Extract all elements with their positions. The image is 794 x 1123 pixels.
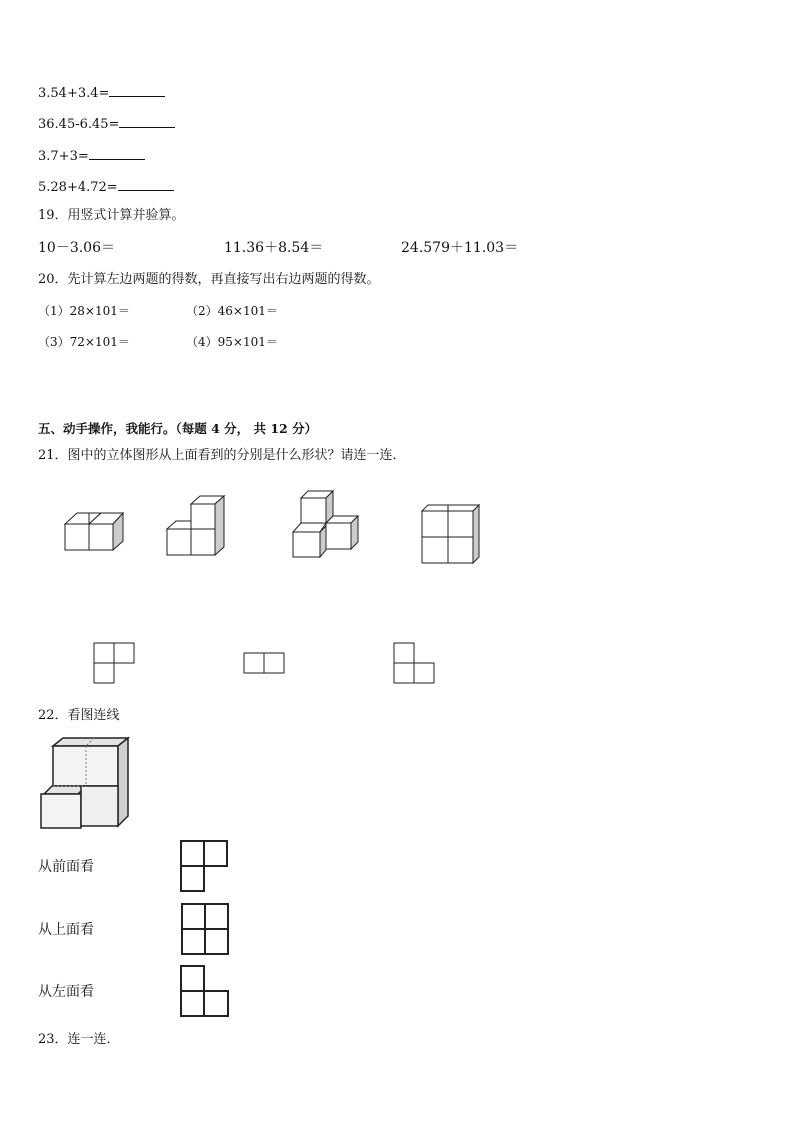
q19-item-3: 24.579＋11.03＝: [401, 240, 519, 256]
view-label-left: 从左面看: [38, 984, 94, 1000]
exercise-2: [38, 115, 175, 133]
q23-title: 23．连一连．: [38, 1032, 120, 1047]
exercise-3: [38, 147, 145, 165]
view-shape-1[interactable]: [180, 840, 230, 894]
exercise-1: [38, 84, 165, 102]
exercise-4: [38, 178, 174, 196]
q22-title: 22．看图连线: [38, 708, 120, 723]
view-shape-3[interactable]: [180, 965, 232, 1019]
answer-blank[interactable]: [118, 178, 174, 191]
exercise-expression: 3.54+3.4=: [38, 86, 110, 101]
q21-title: 21．图中的立体图形从上面看到的分别是什么形状？请连一连．: [38, 448, 406, 463]
exercise-expression: 3.7+3=: [38, 149, 89, 164]
top-view-shape-1[interactable]: [93, 642, 137, 684]
section-heading: 五、动手操作，我能行。（每题 4 分， 共 12 分）: [38, 421, 318, 436]
cube-figure-2: [160, 494, 230, 558]
top-view-shape-2[interactable]: [243, 652, 287, 674]
top-view-shape-3[interactable]: [393, 642, 437, 684]
cube-figure-4: [418, 503, 488, 565]
q19-title: 19．用竖式计算并验算。: [38, 208, 185, 223]
q19-item-2: 11.36＋8.54＝: [224, 240, 324, 256]
q20-title: 20．先计算左边两题的得数，再直接写出右边两题的得数。: [38, 272, 380, 287]
exercise-expression: 36.45-6.45=: [38, 117, 120, 132]
answer-blank[interactable]: [109, 84, 165, 97]
answer-blank[interactable]: [119, 115, 175, 128]
cube-figure-3: [288, 490, 366, 560]
q19-item-1: 10－3.06＝: [38, 240, 115, 256]
answer-blank[interactable]: [89, 147, 145, 160]
q20-item-3: （3）72×101＝: [38, 335, 130, 349]
cube-figure-1: [60, 505, 130, 557]
view-label-top: 从上面看: [38, 922, 94, 938]
q22-solid-figure: [38, 736, 134, 832]
view-label-front: 从前面看: [38, 859, 94, 875]
q20-item-4: （4）95×101＝: [186, 335, 278, 349]
q20-item-2: （2）46×101＝: [186, 304, 278, 318]
q20-item-1: （1）28×101＝: [38, 304, 130, 318]
view-shape-2[interactable]: [180, 902, 232, 956]
exercise-expression: 5.28+4.72=: [38, 180, 118, 195]
